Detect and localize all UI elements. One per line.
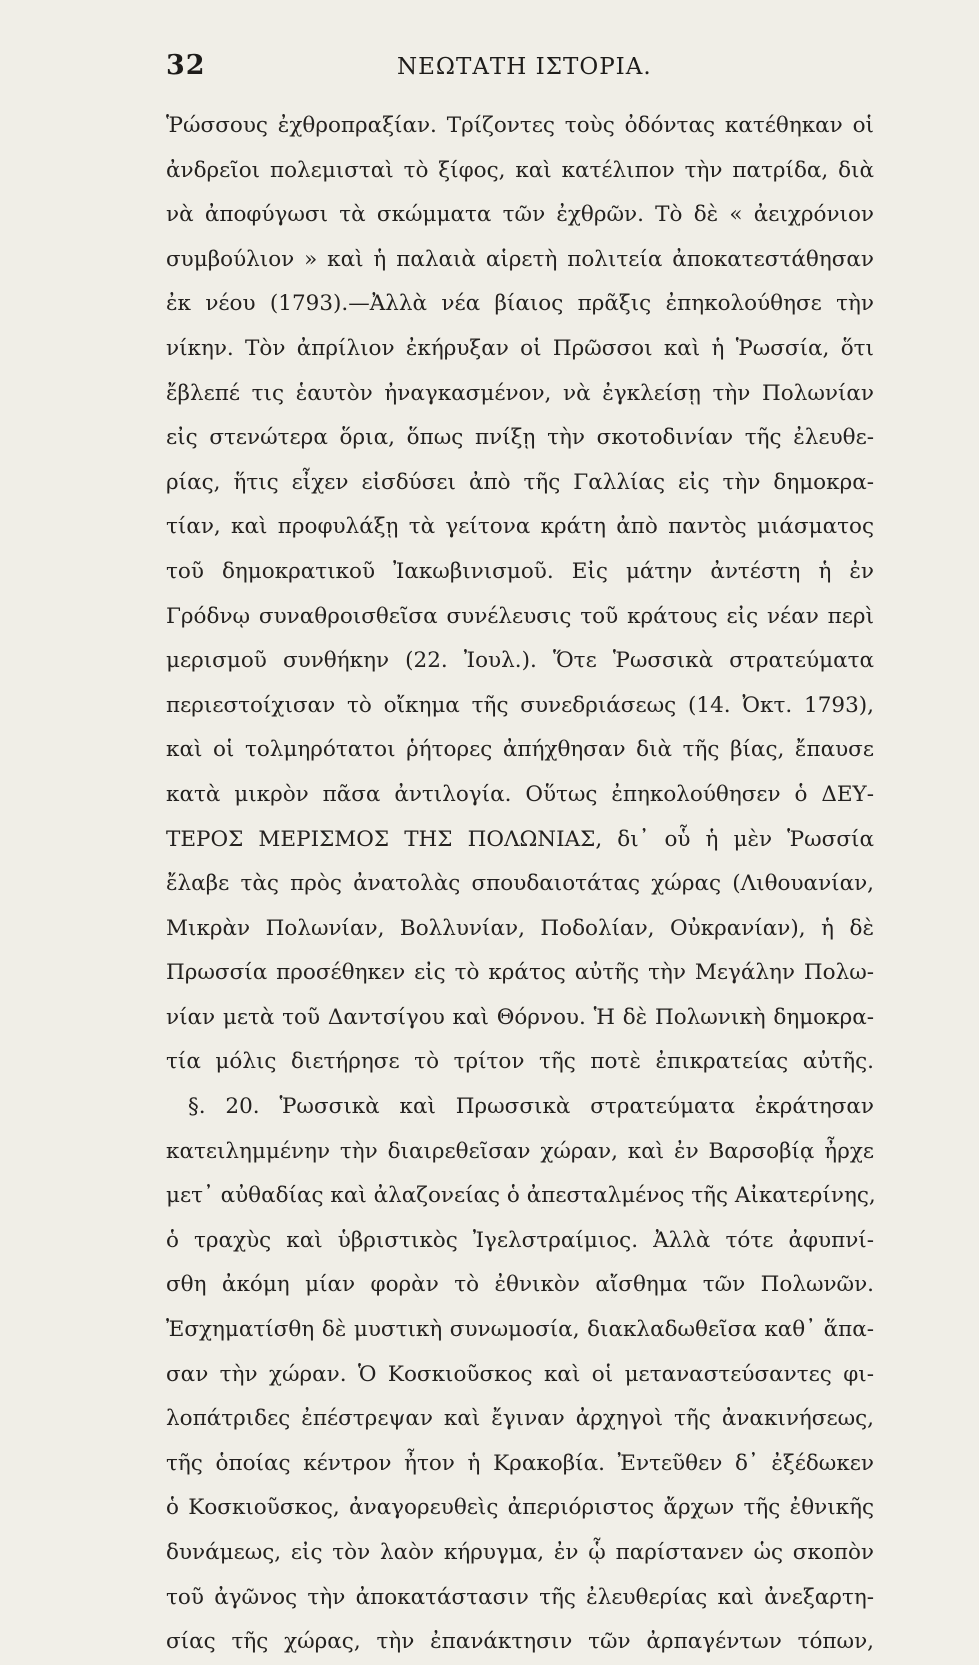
running-title: ΝΕΩΤΑΤΗ ΙΣΤΟΡΙΑ.	[397, 54, 652, 80]
text-line: λοπάτριδες ἐπέστρεψαν καὶ ἔγιναν ἀρχηγοὶ τῆς ἀνακινήσεως,	[166, 1406, 874, 1432]
text-line: σθη ἀκόμη μίαν φορὰν τὸ ἐθνικὸν αἴσθημα τῶν Πολωνῶν.	[166, 1272, 874, 1298]
text-line: τοῦ δημοκρατικοῦ Ἰακωβινισμοῦ. Εἰς μάτην ἀντέστη ἡ ἐν	[166, 558, 874, 584]
text-line: κατειλημμένην τὴν διαιρεθεῖσαν χώραν, καὶ ἐν Βαρσοβίᾳ ἦρχε	[166, 1138, 874, 1164]
page-number: 32	[166, 50, 206, 81]
text-line: περιεστοίχισαν τὸ οἴκημα τῆς συνεδριάσεως (14. Ὀκτ. 1793),	[166, 692, 874, 718]
text-line: §. 20. Ῥωσσικὰ καὶ Πρωσσικὰ στρατεύματα ἐκράτησαν	[188, 1094, 874, 1120]
text-line: τία μόλις διετήρησε τὸ τρίτον τῆς ποτὲ ἐπικρατείας αὐτῆς.	[166, 1049, 874, 1075]
text-line: τίαν, καὶ προφυλάξῃ τὰ γείτονα κράτη ἀπὸ παντὸς μιάσματος	[166, 514, 874, 540]
text-line: Μικρὰν Πολωνίαν, Βολλυνίαν, Ποδολίαν, Οὐκρανίαν), ἡ δὲ	[166, 915, 874, 941]
text-line: καὶ οἱ τολμηρότατοι ῥήτορες ἀπήχθησαν διὰ τῆς βίας, ἔπαυσε	[166, 737, 874, 763]
text-line: νὰ ἀποφύγωσι τὰ σκώμματα τῶν ἐχθρῶν. Τὸ δὲ « ἀειχρόνιον	[166, 202, 874, 228]
text-line: τοῦ ἀγῶνος τὴν ἀποκατάστασιν τῆς ἐλευθερίας καὶ ἀνεξαρτη-	[166, 1584, 874, 1610]
text-line: σίας τῆς χώρας, τὴν ἐπανάκτησιν τῶν ἀρπαγέντων τόπων,	[166, 1629, 874, 1655]
text-line: Ῥώσσους ἐχθροπραξίαν. Τρίζοντες τοὺς ὀδόντας κατέθηκαν οἱ	[166, 113, 874, 138]
text-line: Γρόδνῳ συναθροισθεῖσα συνέλευσις τοῦ κράτους εἰς νέαν περὶ	[166, 603, 874, 629]
text-line: μετ᾽ αὐθαδίας καὶ ἀλαζονείας ὁ ἀπεσταλμένος τῆς Αἰκατερίνης,	[166, 1183, 876, 1209]
body-text	[166, 104, 874, 1665]
text-line: ὁ Κοσκιοῦσκος, ἀναγορευθεὶς ἀπεριόριστος ἄρχων τῆς ἐθνικῆς	[166, 1495, 874, 1521]
text-line: ἀνδρεῖοι πολεμισταὶ τὸ ξίφος, καὶ κατέλιπον τὴν πατρίδα, διὰ	[166, 157, 874, 183]
text-line: νίκην. Τὸν ἀπρίλιον ἐκήρυξαν οἱ Πρῶσσοι καὶ ἡ Ῥωσσία, ὅτι	[166, 335, 874, 361]
text-line: μερισμοῦ συνθήκην (22. Ἰουλ.). Ὅτε Ῥωσσικὰ στρατεύματα	[166, 648, 874, 674]
text-line: εἰς στενώτερα ὅρια, ὅπως πνίξῃ τὴν σκοτοδινίαν τῆς ἐλευθε-	[166, 425, 874, 451]
text-line: συμβούλιον » καὶ ἡ παλαιὰ αἱρετὴ πολιτεία ἀποκατεστάθησαν	[166, 246, 874, 272]
text-line: ἔβλεπέ τις ἑαυτὸν ἠναγκασμένον, νὰ ἐγκλείσῃ τὴν Πολωνίαν	[166, 380, 874, 406]
text-line: τῆς ὁποίας κέντρον ἦτον ἡ Κρακοβία. Ἐντεῦθεν δ᾽ ἐξέδωκεν	[166, 1450, 874, 1476]
text-line: ρίας, ἥτις εἶχεν εἰσδύσει ἀπὸ τῆς Γαλλίας εἰς τὴν δημοκρα-	[166, 469, 874, 495]
text-line: ἐκ νέου (1793).—Ἀλλὰ νέα βίαιος πρᾶξις ἐπηκολούθησε τὴν	[166, 291, 874, 317]
text-line: Πρωσσία προσέθηκεν εἰς τὸ κράτος αὐτῆς τὴν Μεγάλην Πολω-	[166, 960, 874, 986]
text-line: νίαν μετὰ τοῦ Δαντσίγου καὶ Θόρνου. Ἡ δὲ Πολωνικὴ δημοκρα-	[166, 1004, 874, 1030]
text-line: ἔλαβε τὰς πρὸς ἀνατολὰς σπουδαιοτάτας χώρας (Λιθουανίαν,	[166, 871, 874, 897]
text-line: σαν τὴν χώραν. Ὁ Κοσκιοῦσκος καὶ οἱ μεταναστεύσαντες φι-	[166, 1361, 874, 1387]
page-header	[166, 50, 866, 90]
text-line: Ἐσχηματίσθη δὲ μυστικὴ συνωμοσία, διακλαδωθεῖσα καθ᾽ ἅπα-	[166, 1317, 874, 1343]
text-line: ὁ τραχὺς καὶ ὑβριστικὸς Ἰγελστραίμιος. Ἀλλὰ τότε ἀφυπνί-	[166, 1227, 874, 1253]
text-line: κατὰ μικρὸν πᾶσα ἀντιλογία. Οὕτως ἐπηκολούθησεν ὁ ΔΕΥ-	[166, 781, 874, 807]
text-line: ΤΕΡΟΣ ΜΕΡΙΣΜΟΣ ΤΗΣ ΠΟΛΩΝΙΑΣ, δι᾽ οὗ ἡ μὲν Ῥωσσία	[166, 826, 874, 852]
text-line: δυνάμεως, εἰς τὸν λαὸν κήρυγμα, ἐν ᾧ παρίστανεν ὡς σκοπὸν	[166, 1540, 874, 1565]
